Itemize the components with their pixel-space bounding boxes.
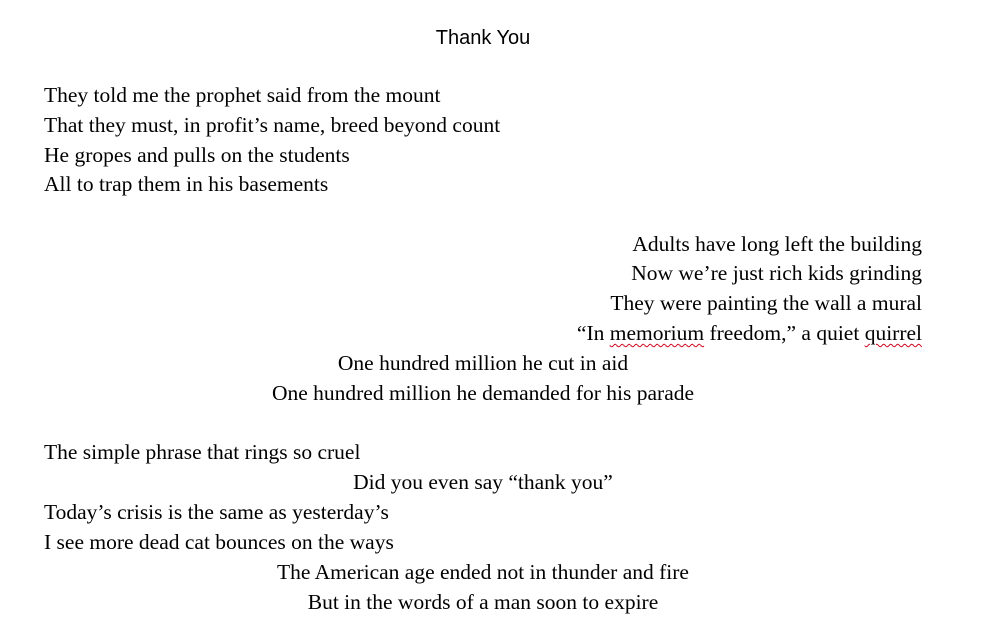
line4-mid: freedom,” a quiet xyxy=(704,321,865,345)
stanza3-line5: The American age ended not in thunder and fire xyxy=(277,560,689,584)
stanza1-line1: They told me the prophet said from the mount xyxy=(44,83,441,107)
stanza3-line1: The simple phrase that rings so cruel xyxy=(44,440,361,464)
misspelled-word-memorium[interactable]: memorium xyxy=(609,321,705,345)
stanza2-line5: One hundred million he cut in aid xyxy=(337,351,629,375)
stanza3-line3: Today’s crisis is the same as yesterday’s xyxy=(44,500,389,524)
line4-open: “In xyxy=(576,321,610,345)
stanza1-line2: That they must, in profit’s name, breed beyond count xyxy=(44,113,501,137)
stanza2-line1: Adults have long left the building xyxy=(632,232,922,256)
stanza3-line2: Did you even say “thank you” xyxy=(353,470,613,494)
stanza3-line4: I see more dead cat bounces on the ways xyxy=(44,530,394,554)
stanza3-line6: But in the words of a man soon to expire xyxy=(307,590,659,614)
stanza2-line6: One hundred million he demanded for his parade xyxy=(271,381,695,405)
stanza1-line3: He gropes and pulls on the students xyxy=(44,143,350,167)
misspelled-word-quirrel[interactable]: quirrel xyxy=(864,321,922,345)
stanza2-line4 xyxy=(577,319,922,347)
stanza1-line4: All to trap them in his basements xyxy=(44,172,329,196)
stanza2-line3: They were painting the wall a mural xyxy=(610,291,922,315)
stanza2-line2: Now we’re just rich kids grinding xyxy=(631,261,922,285)
poem-title: Thank You xyxy=(435,27,531,49)
